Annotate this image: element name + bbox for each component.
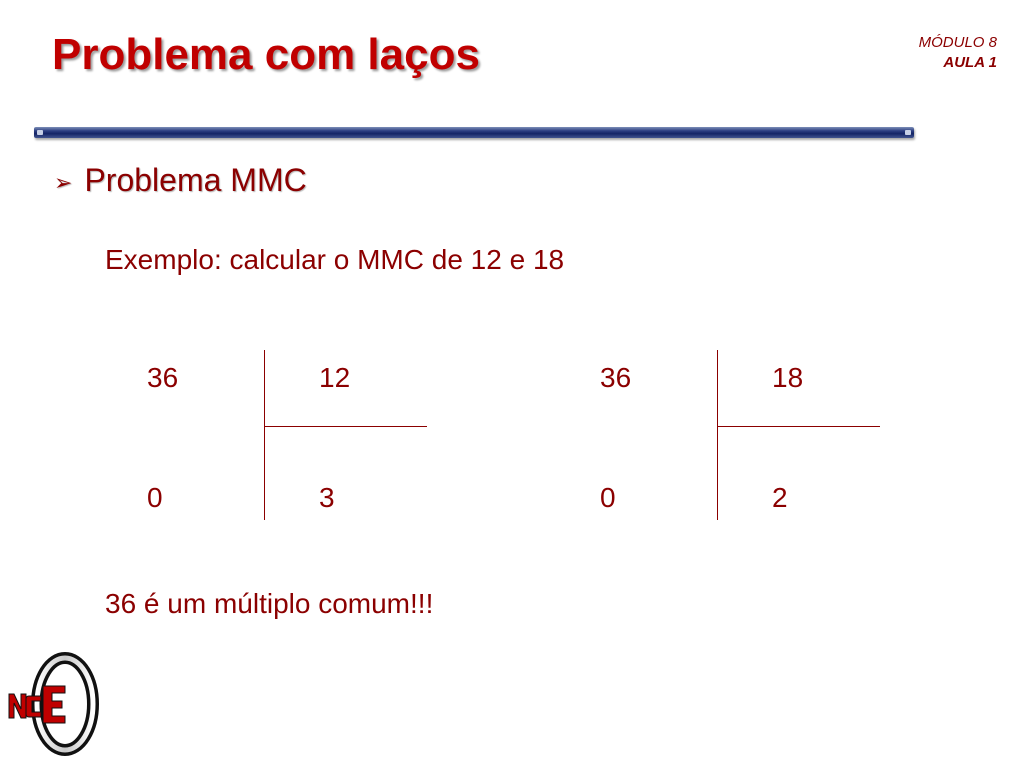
module-label: MÓDULO 8 — [918, 34, 997, 51]
lesson-label: AULA 1 — [943, 54, 997, 71]
dividend: 36 — [147, 362, 179, 393]
division-vertical-line — [717, 350, 718, 520]
title-divider-bar — [34, 127, 914, 138]
bullet-text: Problema MMC — [84, 162, 307, 198]
quotient: 2 — [772, 482, 788, 513]
remainder: 0 — [147, 482, 163, 513]
division-diagram-12 — [97, 350, 427, 520]
bullet-item — [54, 162, 307, 199]
dividend: 36 — [600, 362, 632, 393]
example-text: Exemplo: calcular o MMC de 12 e 18 — [105, 244, 565, 275]
arrowhead-bullet-icon: ➢ — [54, 169, 73, 195]
divisor: 12 — [319, 362, 351, 393]
remainder: 0 — [600, 482, 616, 513]
divisor: 18 — [772, 362, 804, 393]
division-horizontal-line — [717, 426, 880, 427]
slide-title: Problema com laços — [52, 30, 480, 79]
quotient: 3 — [319, 482, 335, 513]
division-vertical-line — [264, 350, 265, 520]
nce-logo-icon — [5, 652, 100, 757]
module-tag — [919, 33, 997, 73]
conclusion-text: 36 é um múltiplo comum!!! — [105, 588, 434, 619]
division-horizontal-line — [264, 426, 427, 427]
division-diagram-18 — [550, 350, 880, 520]
